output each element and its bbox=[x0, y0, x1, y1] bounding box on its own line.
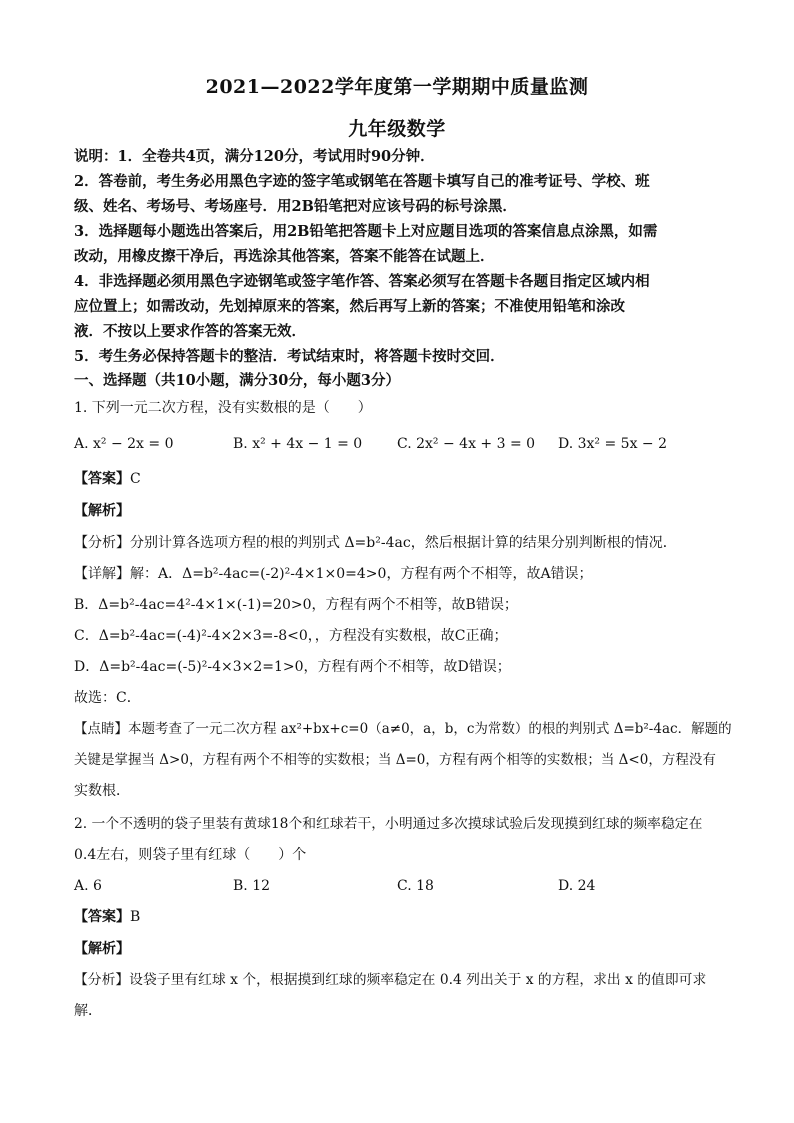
q2-option-d: D. 24 bbox=[558, 878, 596, 894]
instruction-line: 应位置上；如需改动，先划掉原来的答案，然后再写上新的答案；不准使用铅笔和涂改 bbox=[74, 298, 625, 315]
q1-answer bbox=[74, 468, 141, 490]
page-subtitle: 九年级数学 bbox=[348, 118, 446, 140]
q2-answer bbox=[74, 906, 140, 928]
q1-analysis-tag: 【解析】 bbox=[74, 503, 130, 519]
q1-analysis: 【分析】分别计算各选项方程的根的判别式 Δ=b²-4ac，然后根据计算的结果分别判断根的情况． bbox=[74, 535, 677, 551]
answer-tag: 【答案】 bbox=[74, 471, 130, 487]
question-stem: 1. 下列一元二次方程，没有实数根的是（ ） bbox=[74, 400, 372, 416]
q2-option-b: B. 12 bbox=[233, 878, 271, 894]
section-heading: 一、选择题（共10小题，满分30分，每小题3分） bbox=[74, 372, 400, 389]
q1-detail-line: B．Δ=b²-4ac=4²-4×1×(-1)=20>0，方程有两个不相等，故B错误； bbox=[74, 597, 518, 613]
q1-detail-line: C．Δ=b²-4ac=(-4)²-4×2×3=-8<0，，方程没有实数根，故C正确； bbox=[74, 628, 508, 644]
q1-comment-line: 【点睛】本题考查了一元二次方程 ax²+bx+c=0（a≠0，a，b，c为常数）的根的判别式 Δ=b²-4ac．解题的 bbox=[74, 721, 732, 737]
q1-detail-line: D．Δ=b²-4ac=(-5)²-4×3×2=1>0，方程有两个不相等，故D错误； bbox=[74, 659, 511, 675]
answer-value: B bbox=[130, 909, 141, 925]
q1-detail-line: 故选：C． bbox=[74, 690, 141, 706]
instruction-line: 2．答卷前，考生务必用黑色字迹的签字笔或钢笔在答题卡填写自己的准考证号、学校、班 bbox=[74, 173, 650, 190]
instruction-line: 级、姓名、考场号、考场座号．用2B铅笔把对应该号码的标号涂黑． bbox=[74, 198, 517, 215]
q2-analysis-line: 解． bbox=[74, 1003, 102, 1019]
q1-option-a: A. x² − 2x = 0 bbox=[74, 436, 174, 452]
instruction-line: 液．不按以上要求作答的答案无效． bbox=[74, 323, 306, 340]
instruction-line: 改动，用橡皮擦干净后，再选涂其他答案，答案不能答在试题上． bbox=[74, 248, 495, 265]
instruction-line: 说明：1．全卷共4页，满分120分，考试用时90分钟． bbox=[74, 148, 435, 165]
q1-option-b: B. x² + 4x − 1 = 0 bbox=[233, 436, 363, 452]
q2-stem-line: 2. 一个不透明的袋子里装有黄球18个和红球若干，小明通过多次摸球试验后发现摸到红球的频率稳定在 bbox=[74, 816, 703, 832]
answer-tag: 【答案】 bbox=[74, 909, 130, 925]
q1-option-d: D. 3x² = 5x − 2 bbox=[558, 436, 668, 452]
q2-analysis-tag: 【解析】 bbox=[74, 941, 130, 957]
page-title: 2021—2022学年度第一学期期中质量监测 bbox=[205, 76, 589, 98]
q1-comment-line: 实数根． bbox=[74, 783, 130, 799]
answer-value: C bbox=[130, 471, 141, 487]
q1-comment-line: 关键是掌握当 Δ>0，方程有两个不相等的实数根；当 Δ=0，方程有两个相等的实数根；当 Δ<0，方程没有 bbox=[74, 752, 716, 768]
q1-detail-line: 【详解】解：A．Δ=b²-4ac=(-2)²-4×1×0=4>0，方程有两个不相等，故A错误； bbox=[74, 566, 593, 582]
instruction-line: 4．非选择题必须用黑色字迹钢笔或签字笔作答、答案必须写在答题卡各题目指定区域内相 bbox=[74, 273, 650, 290]
q2-option-a: A. 6 bbox=[74, 878, 102, 894]
q2-stem-line: 0.4左右，则袋子里有红球（ ）个 bbox=[74, 847, 307, 863]
instruction-line: 5．考生务必保持答题卡的整洁．考试结束时，将答题卡按时交回． bbox=[74, 348, 505, 365]
q1-option-c: C. 2x² − 4x + 3 = 0 bbox=[397, 436, 536, 452]
q2-analysis-line: 【分析】设袋子里有红球 x 个，根据摸到红球的频率稳定在 0.4 列出关于 x 的方程，求出 x 的值即可求 bbox=[74, 972, 707, 988]
q2-option-c: C. 18 bbox=[397, 878, 434, 894]
instruction-line: 3．选择题每小题选出答案后，用2B铅笔把答题卡上对应题目选项的答案信息点涂黑，如需 bbox=[74, 223, 658, 240]
